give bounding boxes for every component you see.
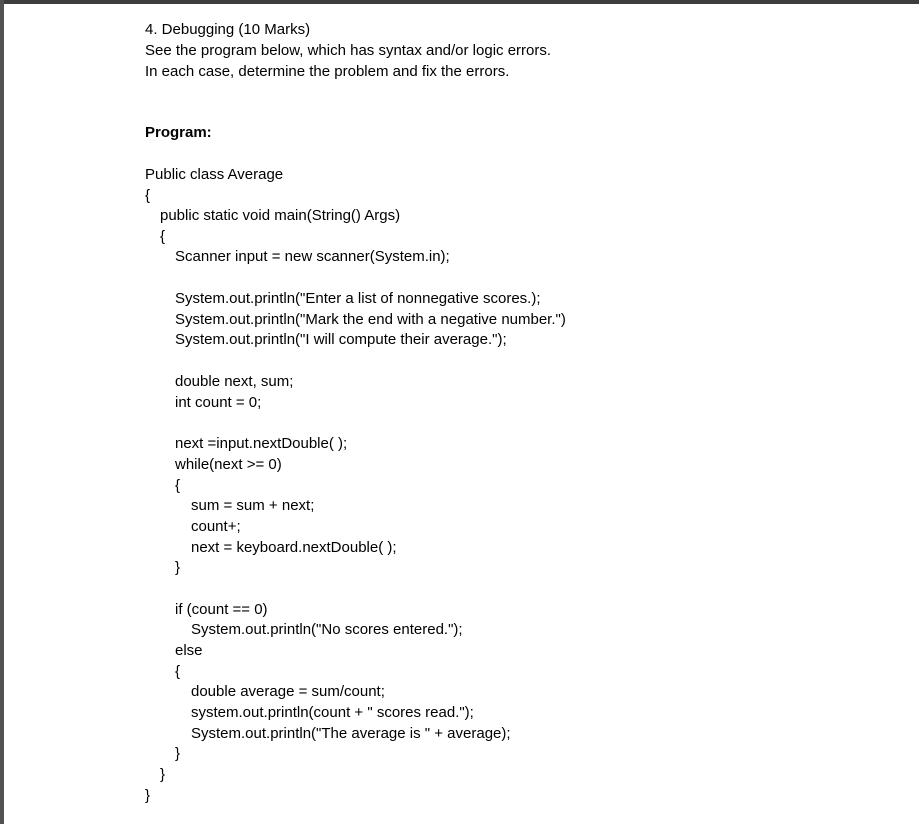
code-line: sum = sum + next; [191,497,315,514]
code-line: next =input.nextDouble( ); [175,435,348,452]
code-line: double average = sum/count; [191,683,385,700]
code-line: { [175,477,181,494]
code-line: while(next >= 0) [175,456,282,473]
code-line: double next, sum; [175,373,294,390]
question-intro-line-1: See the program below, which has syntax and/or logic errors. [145,42,552,59]
question-intro-line-2: In each case, determine the problem and fix the errors. [145,63,510,80]
code-line: System.out.println("Mark the end with a negative number.") [175,311,566,328]
question-heading: 4. Debugging (10 Marks) [145,21,311,38]
code-line: System.out.println("No scores entered."); [191,621,463,638]
viewer-top-border [0,0,919,4]
code-line: } [175,559,181,576]
code-line: int count = 0; [175,394,262,411]
code-line: Public class Average [145,166,284,183]
viewer-left-border [0,0,4,824]
code-line: if (count == 0) [175,601,268,618]
code-line: } [160,766,166,783]
code-line: System.out.println("The average is " + average); [191,725,511,742]
code-line: } [145,787,151,804]
program-label: Program: [145,124,212,141]
code-line: System.out.println("I will compute their average."); [175,331,507,348]
code-line: else [175,642,203,659]
code-line: Scanner input = new scanner(System.in); [175,248,450,265]
code-line: public static void main(String() Args) [160,207,401,224]
code-line: system.out.println(count + " scores read."); [191,704,474,721]
code-line: { [175,663,181,680]
code-line: next = keyboard.nextDouble( ); [191,539,397,556]
code-line: } [175,745,181,762]
code-line: { [160,228,166,245]
code-line: { [145,187,151,204]
code-line: System.out.println("Enter a list of nonnegative scores.); [175,290,541,307]
code-line: count+; [191,518,241,535]
